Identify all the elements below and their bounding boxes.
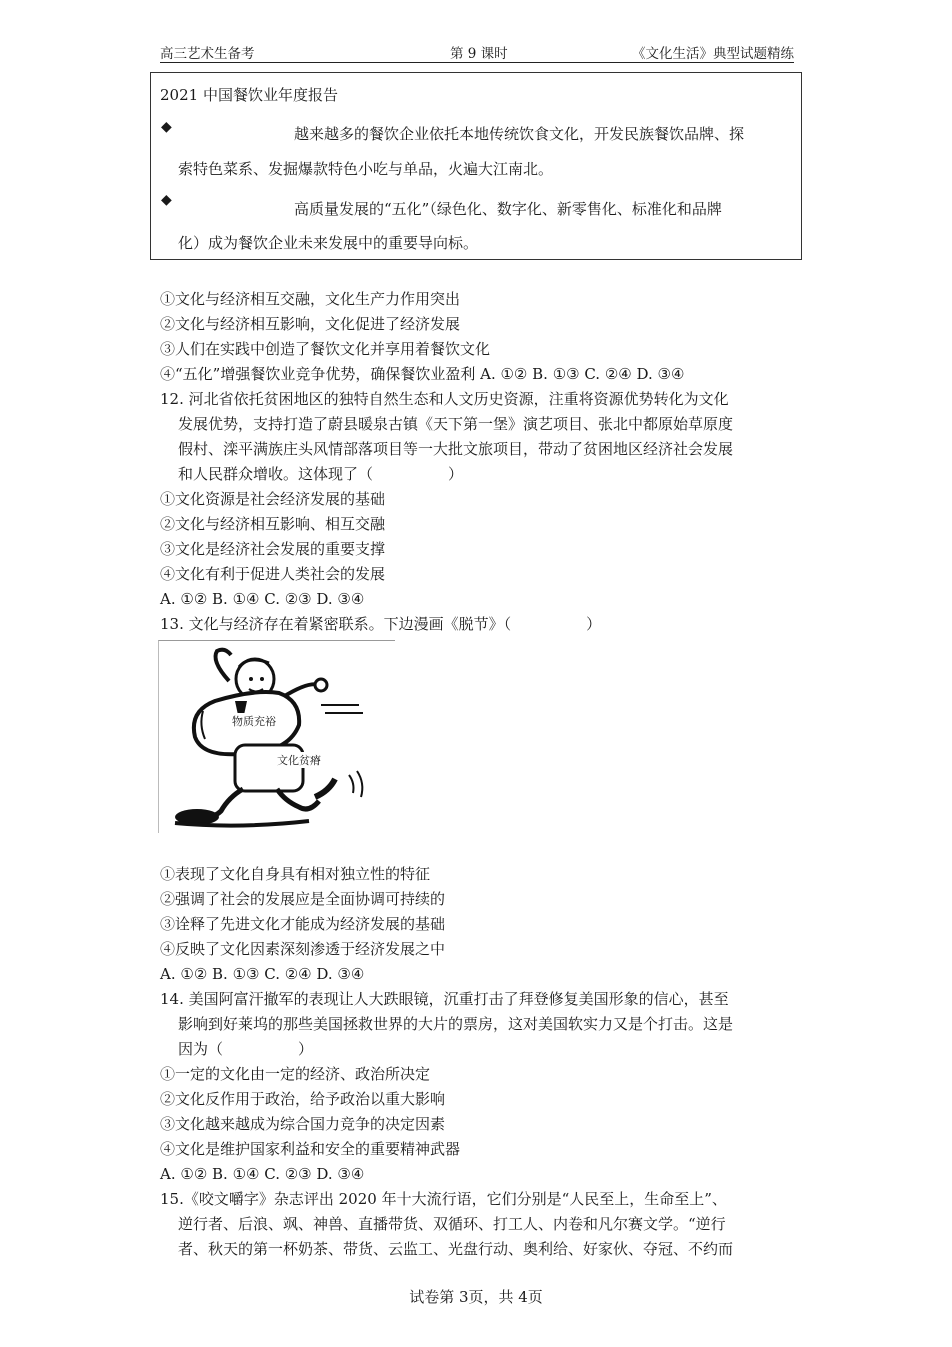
q12-option-3: ③文化是经济社会发展的重要支撑: [160, 540, 386, 558]
report-bullet1-line2: 索特色菜系、发掘爆款特色小吃与单品，火遍大江南北。: [178, 160, 554, 178]
diamond-bullet-icon: ◆: [161, 119, 172, 135]
report-title: 2021 中国餐饮业年度报告: [160, 86, 338, 104]
report-bullet2-line1: 高质量发展的“五化”（绿色化、数字化、新零售化、标准化和品牌: [294, 200, 722, 218]
report-box: [150, 72, 802, 260]
q13-option-4: ④反映了文化因素深刻渗透于经济发展之中: [160, 940, 446, 958]
q12-option-4: ④文化有利于促进人类社会的发展: [160, 565, 386, 583]
q12-stem-line3: 假村、滦平满族庄头风情部落项目等一大批文旅项目，带动了贫困地区经济社会发展: [178, 440, 734, 458]
cartoon-drawing: [159, 641, 395, 833]
q11-option-1: ①文化与经济相互交融，文化生产力作用突出: [160, 290, 461, 308]
cartoon-image: [158, 640, 395, 833]
q13-option-2: ②强调了社会的发展应是全面协调可持续的: [160, 890, 446, 908]
q13-stem: 13. 文化与经济存在着紧密联系。下边漫画《脱节》（ ）: [160, 615, 602, 633]
header-left: 高三艺术生备考: [160, 46, 255, 62]
q13-answers: A. ①② B. ①③ C. ②④ D. ③④: [160, 965, 365, 983]
q15-stem-line2: 逆行者、后浪、飒、神兽、直播带货、双循环、打工人、内卷和凡尔赛文学。“逆行: [178, 1215, 726, 1233]
q14-answers: A. ①② B. ①④ C. ②③ D. ③④: [160, 1165, 365, 1183]
q15-stem-line3: 者、秋天的第一杯奶茶、带货、云监工、光盘行动、奥利给、好家伙、夺冠、不约而: [178, 1240, 734, 1258]
q12-option-1: ①文化资源是社会经济发展的基础: [160, 490, 386, 508]
report-bullet1-line1: 越来越多的餐饮企业依托本地传统饮食文化，开发民族餐饮品牌、探: [294, 125, 745, 143]
q15-stem-line1: 15.《咬文嚼字》杂志评出 2020 年十大流行语，它们分别是“人民至上，生命至上”、: [160, 1190, 727, 1208]
q14-option-1: ①一定的文化由一定的经济、政治所决定: [160, 1065, 431, 1083]
header-center: 第 9 课时: [450, 46, 508, 62]
q12-stem-line4: 和人民群众增收。这体现了（ ）: [178, 465, 464, 483]
q11-option-3: ③人们在实践中创造了餐饮文化并享用着餐饮文化: [160, 340, 491, 358]
q11-option-4: ④“五化”增强餐饮业竞争优势，确保餐饮业盈利 A. ①② B. ①③ C. ②④ D. ③④: [160, 365, 685, 383]
q11-option-2: ②文化与经济相互影响，文化促进了经济发展: [160, 315, 461, 333]
q13-option-1: ①表现了文化自身具有相对独立性的特征: [160, 865, 431, 883]
q14-stem-line3: 因为（ ）: [178, 1040, 314, 1058]
q12-stem-line2: 发展优势，支持打造了蔚县暖泉古镇《天下第一堡》演艺项目、张北中都原始草原度: [178, 415, 734, 433]
q14-option-3: ③文化越来越成为综合国力竞争的决定因素: [160, 1115, 446, 1133]
diamond-bullet-icon: ◆: [161, 192, 172, 208]
page-header: [160, 40, 794, 63]
q14-option-4: ④文化是维护国家利益和安全的重要精神武器: [160, 1140, 461, 1158]
header-right: 《文化生活》典型试题精练: [632, 46, 794, 62]
report-bullet2-line2: 化）成为餐饮企业未来发展中的重要导向标。: [178, 234, 479, 252]
cartoon-label-bottom: 文化贫瘠: [277, 754, 321, 767]
q14-stem-line2: 影响到好莱坞的那些美国拯救世界的大片的票房，这对美国软实力又是个打击。这是: [178, 1015, 734, 1033]
q12-stem-line1: 12. 河北省依托贫困地区的独特自然生态和人文历史资源，注重将资源优势转化为文化: [160, 390, 729, 408]
q12-answers: A. ①② B. ①④ C. ②③ D. ③④: [160, 590, 365, 608]
page-footer: 试卷第 3页，共 4页: [409, 1288, 543, 1306]
cartoon-label-top: 物质充裕: [232, 715, 276, 728]
q14-option-2: ②文化反作用于政治，给予政治以重大影响: [160, 1090, 446, 1108]
q14-stem-line1: 14. 美国阿富汗撤军的表现让人大跌眼镜，沉重打击了拜登修复美国形象的信心，甚至: [160, 990, 729, 1008]
q12-option-2: ②文化与经济相互影响、相互交融: [160, 515, 386, 533]
q13-option-3: ③诠释了先进文化才能成为经济发展的基础: [160, 915, 446, 933]
